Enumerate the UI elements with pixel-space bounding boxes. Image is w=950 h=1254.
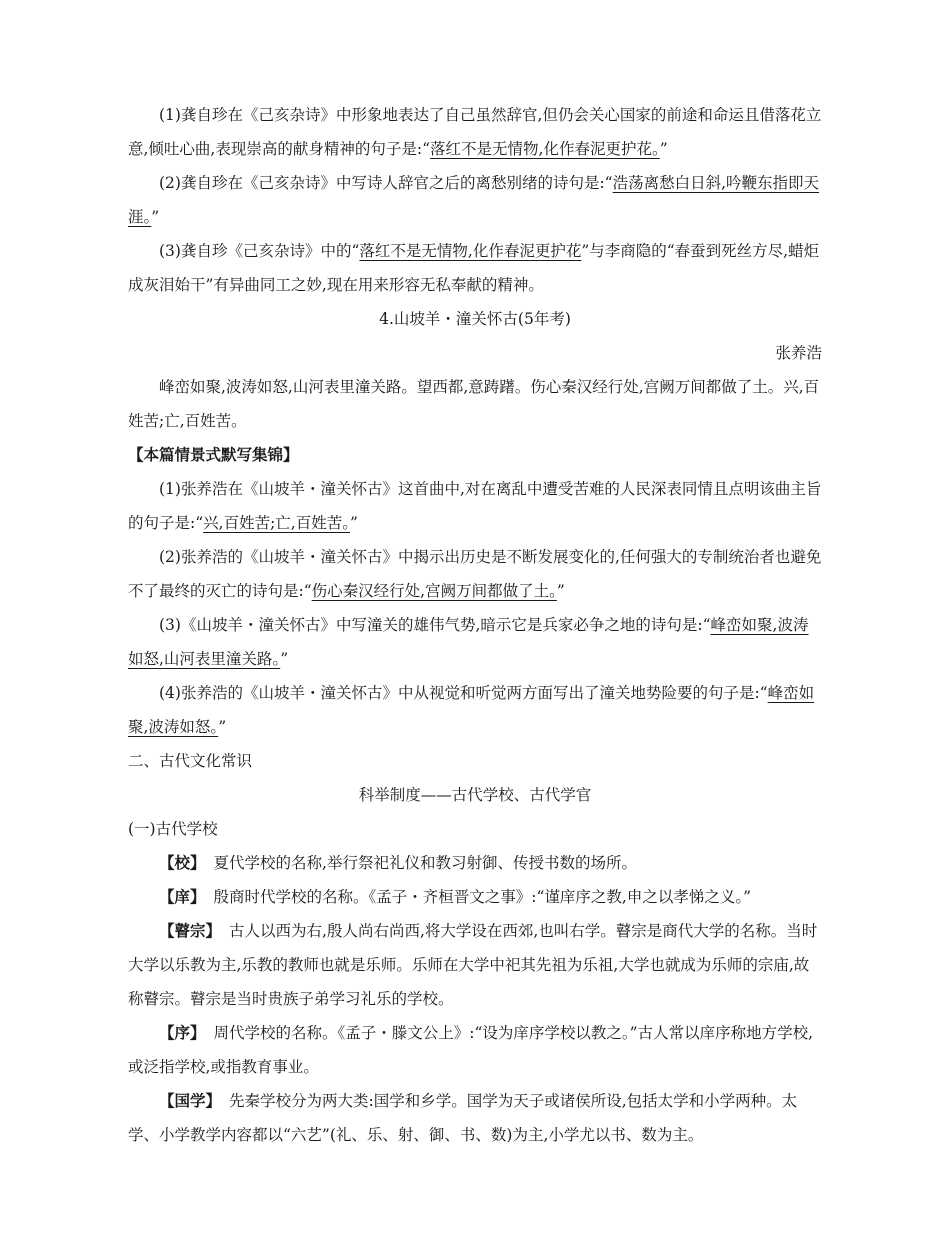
question-item: [128, 540, 822, 608]
poem-title: 4.山坡羊・潼关怀古(5年考): [379, 310, 571, 328]
term-entry: [128, 846, 822, 880]
question-item: [128, 472, 822, 540]
question-text: (3)《山坡羊・潼关怀古》中写潼关的雄伟气势,暗示它是兵家必争之地的诗句是:“: [159, 616, 711, 634]
term-description: 周代学校的名称。《孟子・滕文公上》:“设为庠序学校以教之。”古人常以庠序称地方学校,或泛指学校,或指教育事业。: [128, 1024, 814, 1076]
term-label: 【瞽宗】: [159, 921, 222, 940]
subsection-heading: (一)古代学校: [128, 820, 218, 838]
quote-close: ”: [659, 140, 668, 158]
term-description: 殷商时代学校的名称。《孟子・齐桓晋文之事》:“谨庠序之教,申之以孝悌之义。”: [213, 888, 752, 906]
question-text: (3)龚自珍《己亥杂诗》中的“: [159, 242, 360, 260]
answer-text: 伤心秦汉经行处,宫阙万间都做了土。: [311, 582, 557, 600]
question-text: (4)张养浩的《山坡羊・潼关怀古》中从视觉和听觉两方面写出了潼关地势险要的句子是:“: [159, 684, 768, 702]
term-entry: [128, 914, 822, 1016]
question-text: (1)张养浩在《山坡羊・潼关怀古》这首曲中,对在离乱中遭受苦难的人民深表同情且点明该曲主旨的句子是:“: [128, 480, 822, 532]
quote-close: ”: [349, 514, 358, 532]
question-text: (1)龚自珍在《己亥杂诗》中形象地表达了自己虽然辞官,但仍会关心国家的前途和命运且借落花立意,倾吐心曲,表现崇高的献身精神的句子是:“: [128, 106, 822, 158]
answer-text: 落红不是无情物,化作春泥更护花: [359, 242, 582, 260]
term-label: 【庠】: [159, 887, 206, 906]
question-text: (2)龚自珍在《己亥杂诗》中写诗人辞官之后的离愁别绪的诗句是:“: [159, 174, 613, 192]
answer-text: 兴,百姓苦;亡,百姓苦。: [203, 514, 350, 532]
question-item: [128, 608, 822, 676]
quote-close: ”: [151, 208, 160, 226]
term-description: 夏代学校的名称,举行祭祀礼仪和教习射御、传授书数的场所。: [213, 854, 637, 872]
answer-text: 峰峦如聚,波涛如怒。: [128, 684, 815, 736]
term-description: 先秦学校分为两大类:国学和乡学。国学为天子或诸侯所设,包括太学和小学两种。太学、小学教学内容都以“六艺”(礼、乐、射、御、书、数)为主,小学尤以书、数为主。: [128, 1092, 798, 1144]
question-item: [128, 676, 822, 744]
question-item: [128, 98, 822, 166]
poem-author: 张养浩: [775, 344, 822, 362]
chapter-title: 科举制度——古代学校、古代学官: [358, 786, 592, 804]
term-entry: [128, 1016, 822, 1084]
answer-text: 峰峦如聚,波涛如怒,山河表里潼关路。: [128, 616, 809, 668]
term-entry: [128, 1084, 822, 1152]
term-entry: [128, 880, 822, 914]
term-label: 【序】: [159, 1023, 206, 1042]
quote-close: ”: [218, 718, 227, 736]
term-label: 【国学】: [159, 1091, 222, 1110]
section-heading: 【本篇情景式默写集锦】: [128, 445, 299, 464]
answer-text: 落红不是无情物,化作春泥更护花。: [430, 140, 660, 158]
question-item: [128, 234, 822, 302]
document-page: [128, 98, 822, 1152]
chapter-heading: 二、古代文化常识: [128, 752, 253, 770]
quote-close: ”: [280, 650, 289, 668]
term-label: 【校】: [159, 853, 206, 872]
poem-text: 峰峦如聚,波涛如怒,山河表里潼关路。望西都,意踌躇。伤心秦汉经行处,宫阙万间都做了土。兴,百姓苦;亡,百姓苦。: [128, 378, 820, 430]
question-text: (2)张养浩的《山坡羊・潼关怀古》中揭示出历史是不断发展变化的,任何强大的专制统治者也避免不了最终的灭亡的诗句是:“: [128, 548, 822, 600]
quote-close: ”: [556, 582, 565, 600]
answer-text: 浩荡离愁白日斜,吟鞭东指即天涯。: [128, 174, 820, 226]
question-text-tail: ”与李商隐的“春蚕到死丝方尽,蜡炬成灰泪始干”有异曲同工之妙,现在用来形容无私奉献的精神。: [128, 242, 820, 294]
question-item: [128, 166, 822, 234]
term-description: 古人以西为右,殷人尚右尚西,将大学设在西郊,也叫右学。瞽宗是商代大学的名称。当时大学以乐教为主,乐教的教师也就是乐师。乐师在大学中祀其先祖为乐祖,大学也就成为乐师的宗庙,故称瞽宗。瞽宗是当时贵族子弟学习礼乐的学校。: [128, 922, 818, 1008]
